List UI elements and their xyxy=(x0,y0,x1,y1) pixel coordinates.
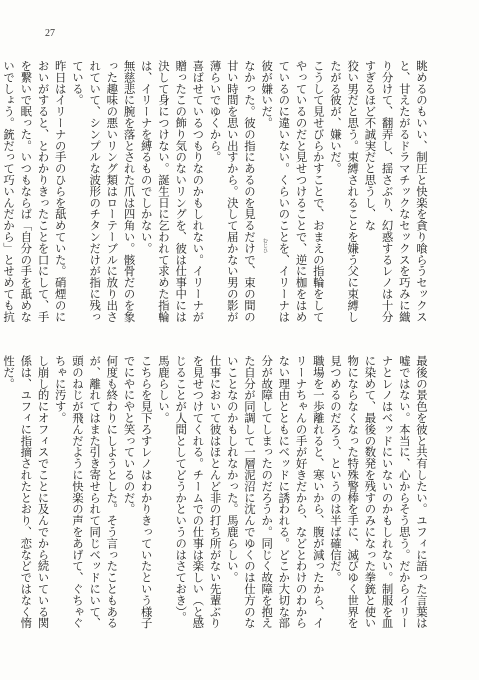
lower-text-block xyxy=(2,355,430,630)
paragraph: こうして見せびらかすことで、おまえの指輪をしてやっているのだと見せつけることで、逆に枷をはめているのに違いない。くらいのことを、イリーナは彼が嫌いだ。 xyxy=(260,60,326,323)
paragraph: なかった。彼の指にあるのを見るだけで、束の間の甘い時間を思い出すから。決して届かない男の影が薄らいでゆくから。 xyxy=(208,60,257,323)
paragraph: 喜ばせているつもりなのかもしれない。イリーナが贈ったこの飾り気のないリングを、彼は仕事中には決して身につけない。誕生日に乞われて求めた指輪は、イリーナを縛るものでしかない。 xyxy=(139,60,206,323)
paragraph: し崩し的にオフィスでことに及んでから続いている関係は、ユフィに指摘されたとおり、恋などではなく惰性だ。 xyxy=(2,355,51,629)
paragraph: 無慈悲に腕を落とされた爪は四角い。骸骨だのを象った趣味の悪いリング類はローテーブルに放り出されていて、シンプルな波形のチタンだけが指に残っている。 xyxy=(70,60,137,323)
ruby-annotation: むじひ xyxy=(262,238,268,253)
upper-text-block xyxy=(2,60,430,330)
paragraph: 狡い男だと思う。束縛されることを嫌う父に束縛したがる彼が、嫌いだ。 xyxy=(328,60,361,323)
paragraph: 何度も終わりにしようとした。そう言ったこともあるが、離れてはまた引き寄せられて同じベッドにいて、頭のねじが飛んだように快楽の声をあげて、ぐちゃぐちゃに汚す。 xyxy=(53,355,120,629)
paragraph: 昨日はイリーナの手のひらを舐めていた。硝煙のにおいがすると、とわかりきったことを口にして、手を繋いで眠った。いつもならば「自分の手を舐めないでしょう。銃だって巧いんだから」とせめても抗 xyxy=(2,60,68,323)
paragraph: 仕事において彼はほとんど非の打ち所がない先輩ぶりを見せつけてくれる。チームでの仕事は楽しい（と感じることが人間としてどうかというのはさておき）。 xyxy=(174,355,223,629)
paragraph: 最後の景色を彼と共有したい。ユフィに語った言葉は嘘ではない。本当に、心からそう思う。だからイリーナとレノはベッドにいないのかもしれない。制服を血に染めて、最後の数発を残すのみになった拳銃と使い物にならなくなった特殊警棒を手に、滅びゆく世界を見つめるのだろう、というのは半ば確信だ。 xyxy=(328,355,429,629)
paragraph: こちらを見下ろすレノはわかりきっていたという様子でにやにやと笑っているのだ。 xyxy=(122,355,154,629)
paragraph: 馬鹿らしい。 xyxy=(156,355,171,424)
paragraph: 眺めるのもいい、制圧と快楽を貪り喰らうセックスと、甘えたがるドラマチックなセックスを巧みに織り分けて、翻弄し、揺さぶり、幻惑するレノは十分すぎるほど不誠実だと思うし、な xyxy=(363,60,429,323)
paragraph: 職場を一歩離れると、寒いから、腹が減ったから、イリーナちゃんの手が好きだから、などとわけのわからない理由とともにベッドに誘われる。どこか大切な部分が故障してしまったのだろうか。同じく故障を抱えた自分が同調して一層泥沼に沈んでゆくのは仕方のないことなのかもしれなかった。馬鹿らしい。 xyxy=(225,355,326,629)
page-number: 27 xyxy=(45,28,55,39)
